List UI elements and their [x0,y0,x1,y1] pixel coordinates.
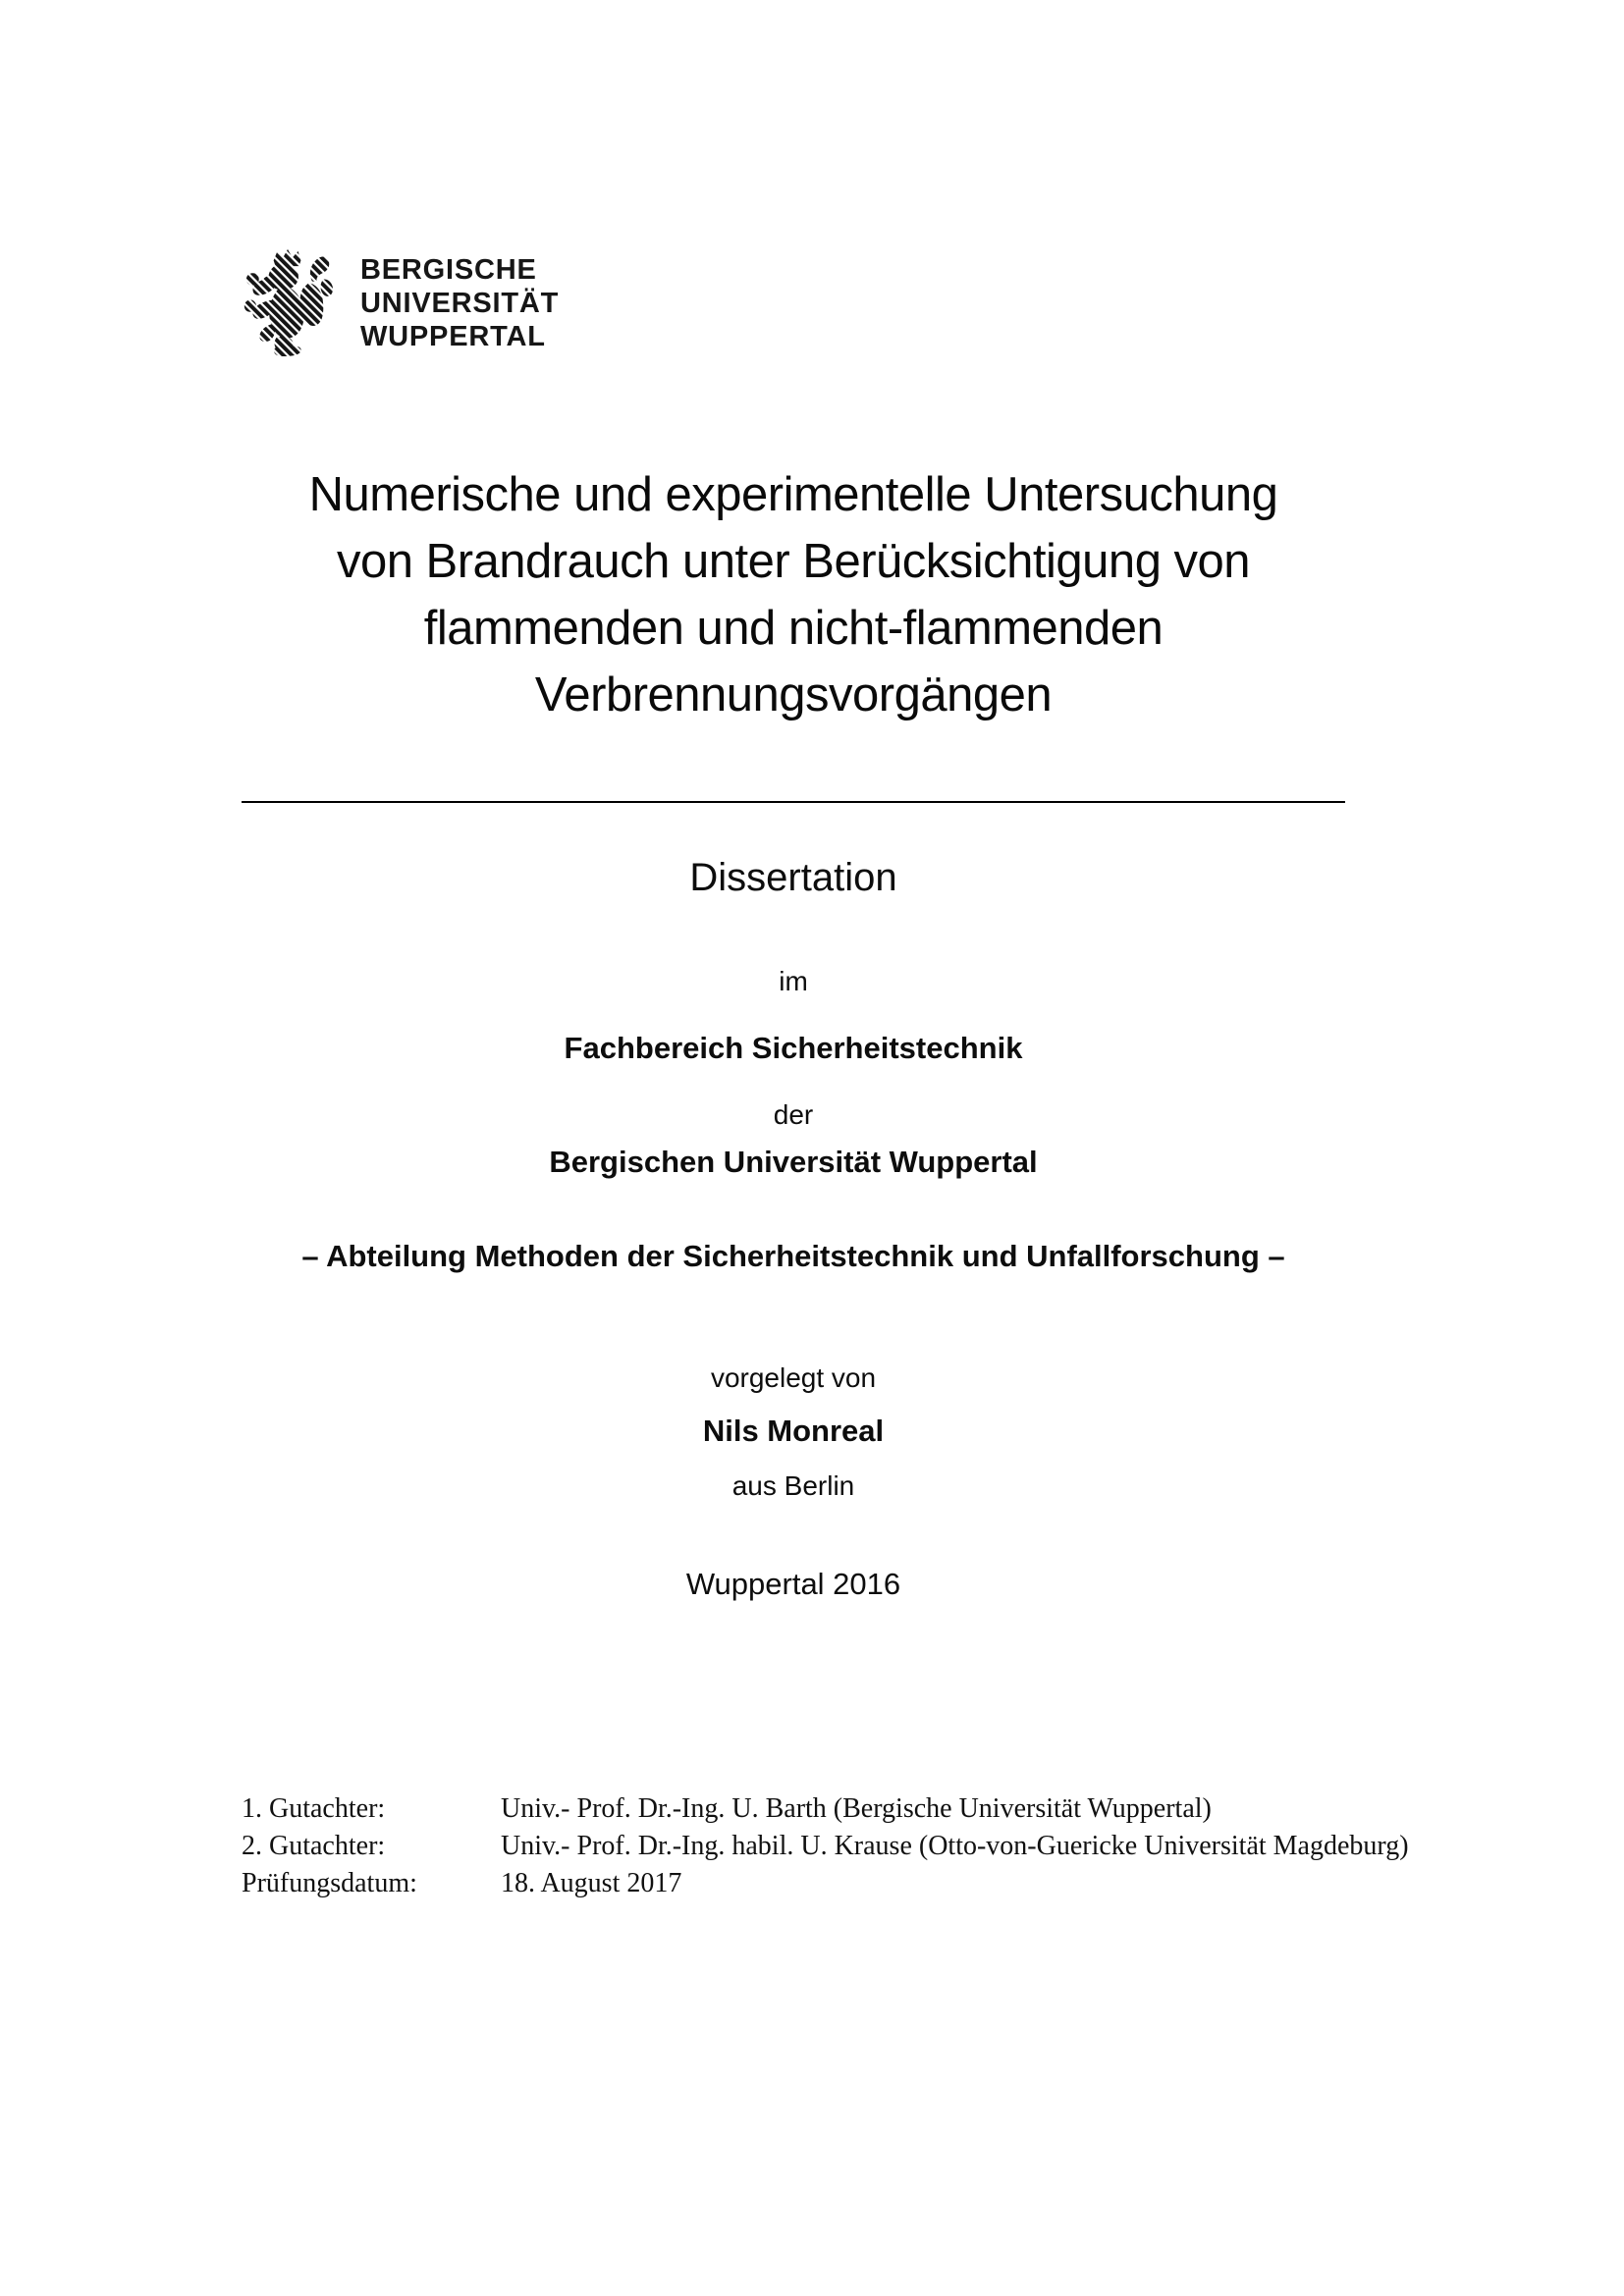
title-line-1: Numerische und experimentelle Untersuchung [308,468,1278,521]
committee-info [242,1790,1624,1902]
title-line-2: von Brandrauch unter Berücksichtigung von [336,535,1251,588]
reviewer-1-label: 1. Gutachter: [242,1793,386,1824]
author-origin: aus Berlin [731,1470,855,1501]
dissertation-title [242,461,1345,728]
exam-date-label: Prüfungsdatum: [242,1868,417,1898]
title-page-content [242,0,1345,2296]
department-name: Fachbereich Sicherheitstechnik [564,1031,1023,1065]
submitted-by-label: vorgelegt von [710,1362,877,1393]
logo-line-universitaet: UNIVERSITÄT [360,288,560,319]
word-im: im [779,966,808,996]
reviewer-2-label: 2. Gutachter: [242,1831,386,1861]
logo-line-bergische: BERGISCHE [360,254,537,286]
reviewer-2-row [242,1828,1624,1865]
logo-line-wuppertal: WUPPERTAL [360,321,546,352]
title-divider-rule [242,801,1345,803]
place-and-year: Wuppertal 2016 [685,1567,901,1601]
division-name: – Abteilung Methoden der Sicherheitstechnik und Unfallforschung – [301,1239,1285,1273]
title-line-4: Verbrennungsvorgängen [534,668,1053,721]
reviewer-2-value: Univ.- Prof. Dr.-Ing. habil. U. Krause (Otto-von-Guericke Universität Magdeburg) [501,1831,1409,1861]
university-name: Bergischen Universität Wuppertal [549,1145,1038,1179]
document-type-label: Dissertation [689,856,897,899]
reviewer-1-value: Univ.- Prof. Dr.-Ing. U. Barth (Bergische Universität Wuppertal) [501,1793,1212,1824]
author-name: Nils Monreal [702,1414,885,1448]
reviewer-1-row [242,1790,1624,1828]
exam-date-row [242,1865,1624,1902]
title-line-3: flammenden und nicht-flammenden [423,602,1164,655]
exam-date-value: 18. August 2017 [501,1868,682,1898]
word-der: der [773,1099,814,1130]
